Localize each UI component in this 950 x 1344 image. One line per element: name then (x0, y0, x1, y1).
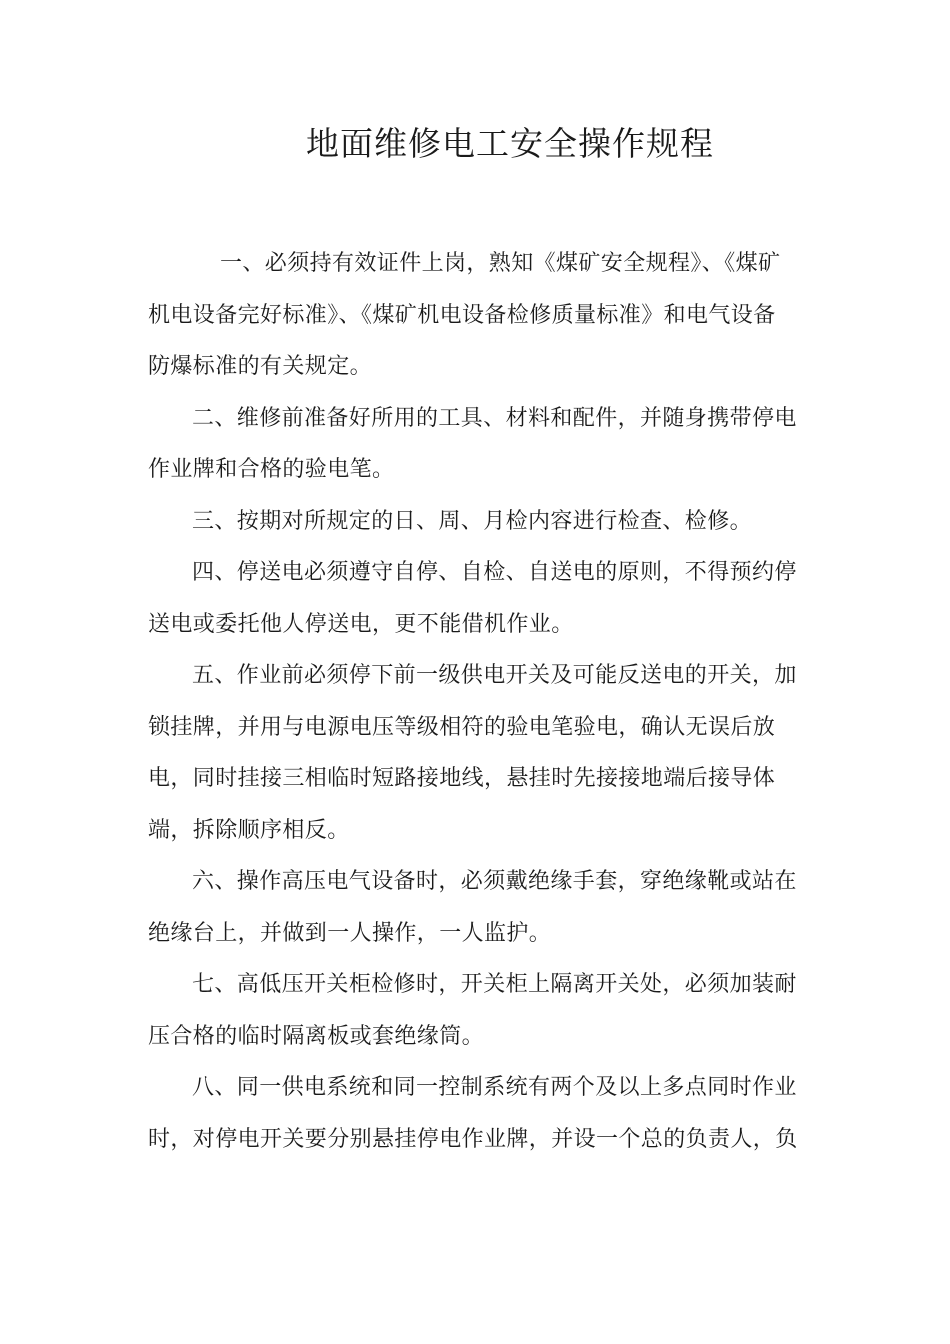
document-body (148, 238, 798, 1165)
paragraph-line: 一、必须持有效证件上岗，熟知《煤矿安全规程》、《煤矿 (220, 251, 781, 276)
paragraph-line: 送电或委托他人停送电，更不能借机作业。 (148, 611, 574, 637)
document-title: 地面维修电工安全操作规程 (306, 124, 714, 163)
paragraph-line: 时，对停电开关要分别悬挂停电作业牌，并设一个总的负责人，负 (148, 1126, 798, 1152)
paragraph-line: 八、同一供电系统和同一控制系统有两个及以上多点同时作业 (192, 1075, 797, 1100)
paragraph-line: 防爆标准的有关规定。 (148, 354, 373, 379)
paragraph-line: 压合格的临时隔离板或套绝缘筒。 (148, 1023, 485, 1049)
paragraph-line: 锁挂牌，并用与电源电压等级相符的验电笔验电，确认无误后放 (148, 714, 776, 740)
paragraph-line: 机电设备完好标准》、《煤矿机电设备检修质量标准》和电气设备 (148, 302, 776, 328)
paragraph-line: 二、维修前准备好所用的工具、材料和配件，并随身携带停电 (192, 405, 797, 431)
paragraph-line: 四、停送电必须遵守自停、自检、自送电的原则，不得预约停 (192, 560, 797, 585)
paragraph-line: 六、操作高压电气设备时，必须戴绝缘手套，穿绝缘靴或站在 (192, 869, 797, 894)
paragraph-line: 端，拆除顺序相反。 (148, 817, 350, 843)
paragraph-line: 五、作业前必须停下前一级供电开关及可能反送电的开关，加 (192, 663, 797, 688)
paragraph-line: 七、高低压开关柜检修时，开关柜上隔离开关处，必须加装耐 (192, 972, 797, 997)
paragraph-line: 三、按期对所规定的日、周、月检内容进行检查、检修。 (192, 508, 753, 534)
paragraph-line: 电，同时挂接三相临时短路接地线，悬挂时先接接地端后接导体 (148, 766, 776, 791)
paragraph-line: 作业牌和合格的验电笔。 (148, 457, 395, 482)
paragraph-line: 绝缘台上，并做到一人操作，一人监护。 (148, 920, 552, 946)
